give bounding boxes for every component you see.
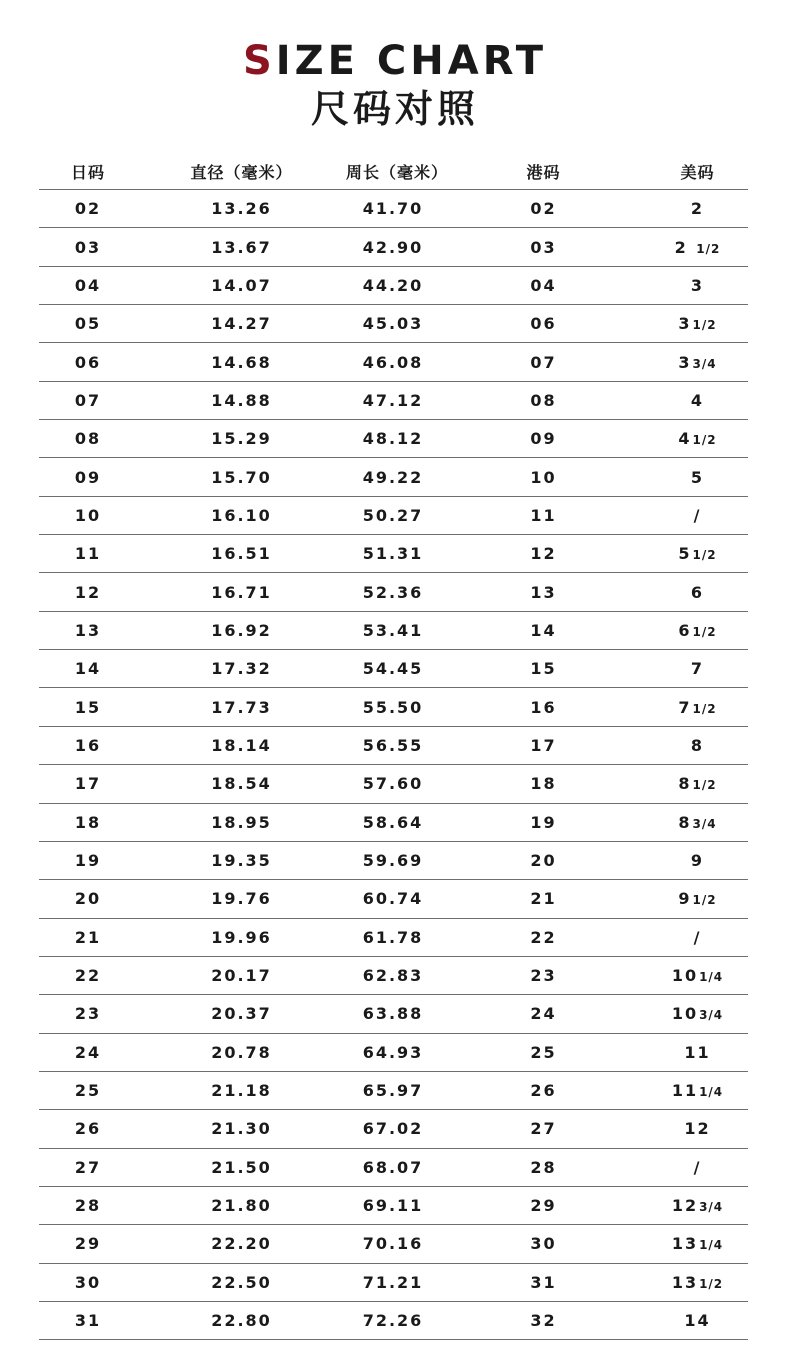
cell-hk-size: 10 [530,467,557,487]
cell-hk-size: 04 [530,275,557,295]
us-size-whole: 13 [671,1234,699,1254]
cell-diameter: 13.67 [211,237,272,257]
us-size-fraction: 1/2 [692,778,717,793]
cell-diameter: 21.80 [211,1196,272,1216]
cell-jp-size: 23 [74,1004,102,1024]
us-size-whole: / [693,927,702,947]
cell-diameter: 14.88 [211,390,272,410]
cell-circumference: 53.41 [362,620,424,640]
us-size-whole: 12 [671,1196,699,1216]
table-row [39,458,748,496]
us-size-whole: / [693,1157,702,1177]
us-size-whole: 5 [678,544,692,564]
cell-us-size [647,736,748,755]
table-row [39,765,748,803]
cell-hk-size: 22 [530,927,557,947]
cell-us-size [647,1081,748,1100]
us-size-whole: 10 [671,1004,699,1024]
cell-hk-size: 18 [530,774,557,794]
cell-diameter: 14.27 [211,314,272,334]
us-size-fraction: 3/4 [699,1008,724,1023]
cell-hk-size: 20 [530,851,557,871]
table-row [39,573,748,611]
cell-diameter: 20.78 [211,1042,272,1062]
title-english-rest: IZE CHART [275,38,548,84]
table-row [39,880,748,918]
us-size-fraction: 1/4 [699,970,724,985]
us-size-whole: 7 [678,697,692,717]
cell-diameter: 15.70 [211,467,272,487]
table-row [39,1302,748,1340]
cell-us-size [647,1043,748,1062]
us-size-fraction: 1/2 [696,241,721,256]
cell-diameter: 16.51 [211,544,272,564]
cell-jp-size: 12 [74,582,102,602]
us-size-fraction: 1/2 [692,701,717,716]
us-size-whole: 3 [678,314,692,334]
cell-us-size [647,1234,748,1253]
us-size-whole: 8 [678,774,692,794]
cell-jp-size: 02 [74,199,102,219]
table-row [39,919,748,957]
cell-jp-size: 20 [74,889,102,909]
us-size-whole: 5 [690,467,705,487]
cell-jp-size: 22 [74,966,102,986]
us-size-whole: 4 [678,429,692,449]
table-row [39,1225,748,1263]
cell-hk-size: 13 [530,582,557,602]
table-row [39,1264,748,1302]
cell-hk-size: 17 [530,735,557,755]
cell-diameter: 22.80 [211,1311,272,1331]
cell-us-size [647,813,748,832]
table-row [39,420,748,458]
cell-circumference: 67.02 [362,1119,424,1139]
cell-circumference: 68.07 [362,1157,424,1177]
us-size-whole: 6 [690,582,705,602]
table-row [39,688,748,726]
cell-hk-size: 12 [530,544,557,564]
cell-hk-size: 11 [530,505,557,525]
us-size-whole: 4 [690,390,705,410]
us-size-whole: / [693,505,702,525]
us-size-whole: 7 [690,659,705,679]
cell-diameter: 18.54 [211,774,272,794]
cell-circumference: 45.03 [362,314,424,334]
cell-circumference: 52.36 [362,582,424,602]
cell-hk-size: 27 [530,1119,557,1139]
cell-circumference: 42.90 [362,237,424,257]
cell-us-size [647,583,748,602]
cell-us-size [647,353,748,372]
cell-circumference: 49.22 [362,467,424,487]
cell-circumference: 44.20 [362,275,424,295]
cell-diameter: 17.32 [211,659,272,679]
cell-diameter: 18.14 [211,735,272,755]
cell-diameter: 21.30 [211,1119,272,1139]
cell-diameter: 22.50 [211,1272,272,1292]
table-row [39,727,748,765]
cell-jp-size: 04 [74,275,102,295]
us-size-whole: 2 [674,237,696,257]
table-row [39,382,748,420]
cell-jp-size: 29 [74,1234,102,1254]
cell-us-size [647,1311,748,1330]
cell-jp-size: 27 [74,1157,102,1177]
cell-jp-size: 15 [74,697,102,717]
us-size-fraction: 1/2 [692,433,717,448]
us-size-fraction: 3/4 [699,1200,724,1215]
cell-circumference: 50.27 [362,505,424,525]
cell-diameter: 21.50 [211,1157,272,1177]
us-size-fraction: 1/2 [692,893,717,908]
cell-jp-size: 31 [74,1311,102,1331]
cell-hk-size: 31 [530,1272,557,1292]
cell-circumference: 65.97 [362,1081,424,1101]
cell-hk-size: 19 [530,812,557,832]
cell-hk-size: 06 [530,314,557,334]
cell-hk-size: 24 [530,1004,557,1024]
cell-us-size [647,429,748,448]
page-title-chinese: 尺码对照 [310,87,479,131]
table-row [39,1034,748,1072]
cell-hk-size: 25 [530,1042,557,1062]
cell-circumference: 61.78 [362,927,424,947]
table-row [39,1072,748,1110]
cell-us-size [647,621,748,640]
cell-diameter: 18.95 [211,812,272,832]
cell-hk-size: 07 [530,352,557,372]
cell-diameter: 14.07 [211,275,272,295]
us-size-whole: 2 [690,199,705,219]
table-row [39,650,748,688]
cell-circumference: 48.12 [362,429,424,449]
us-size-whole: 10 [671,966,699,986]
cell-circumference: 72.26 [362,1311,424,1331]
cell-diameter: 22.20 [211,1234,272,1254]
cell-jp-size: 28 [74,1196,102,1216]
cell-circumference: 59.69 [362,851,424,871]
table-row [39,535,748,573]
page-title-english [0,38,790,84]
table-row [39,305,748,343]
cell-circumference: 51.31 [362,544,424,564]
cell-hk-size: 32 [530,1311,557,1331]
cell-circumference: 54.45 [362,659,424,679]
cell-diameter: 16.10 [211,505,272,525]
us-size-whole: 3 [690,275,705,295]
size-chart-table [39,154,748,1340]
cell-jp-size: 09 [74,467,102,487]
us-size-whole: 3 [678,352,692,372]
cell-us-size [647,928,748,947]
cell-diameter: 19.76 [211,889,272,909]
cell-diameter: 16.92 [211,620,272,640]
cell-us-size [647,774,748,793]
cell-us-size [647,1273,748,1292]
us-size-fraction: 1/2 [692,318,717,333]
cell-hk-size: 16 [530,697,557,717]
cell-hk-size: 29 [530,1196,557,1216]
cell-circumference: 60.74 [362,889,424,909]
cell-us-size [647,889,748,908]
cell-us-size [647,659,748,678]
us-size-whole: 12 [684,1119,711,1139]
us-size-whole: 11 [671,1081,699,1101]
cell-jp-size: 08 [74,429,102,449]
cell-circumference: 56.55 [362,735,424,755]
table-row [39,228,748,266]
table-header-row [39,154,748,190]
cell-circumference: 46.08 [362,352,424,372]
cell-us-size [647,698,748,717]
table-row [39,957,748,995]
cell-us-size [647,314,748,333]
cell-us-size [647,1196,748,1215]
table-row [39,1187,748,1225]
cell-us-size [647,851,748,870]
cell-circumference: 63.88 [362,1004,424,1024]
us-size-whole: 11 [684,1042,711,1062]
cell-hk-size: 23 [530,966,557,986]
cell-jp-size: 21 [74,927,102,947]
cell-circumference: 55.50 [362,697,424,717]
cell-hk-size: 09 [530,429,557,449]
cell-jp-size: 16 [74,735,102,755]
header-us-size: 美码 [680,163,715,182]
cell-circumference: 62.83 [362,966,424,986]
cell-jp-size: 06 [74,352,102,372]
cell-diameter: 17.73 [211,697,272,717]
cell-hk-size: 26 [530,1081,557,1101]
cell-us-size [647,1119,748,1138]
cell-circumference: 41.70 [362,199,424,219]
us-size-fraction: 1/4 [699,1085,724,1100]
cell-jp-size: 10 [74,505,102,525]
table-row [39,267,748,305]
cell-hk-size: 30 [530,1234,557,1254]
us-size-fraction: 3/4 [692,816,717,831]
header-jp-size: 日码 [70,163,105,182]
cell-us-size [647,1158,748,1177]
cell-us-size [647,238,748,257]
us-size-fraction: 3/4 [692,356,717,371]
header-diameter: 直径（毫米） [190,163,293,182]
cell-circumference: 58.64 [362,812,424,832]
table-body [39,190,748,1340]
us-size-fraction: 1/2 [692,548,717,563]
cell-jp-size: 17 [74,774,102,794]
cell-hk-size: 14 [530,620,557,640]
cell-hk-size: 28 [530,1157,557,1177]
us-size-fraction: 1/2 [699,1276,724,1291]
cell-us-size [647,1004,748,1023]
cell-jp-size: 18 [74,812,102,832]
cell-diameter: 20.37 [211,1004,272,1024]
cell-circumference: 70.16 [362,1234,424,1254]
cell-jp-size: 19 [74,851,102,871]
us-size-whole: 8 [690,735,705,755]
table-row [39,190,748,228]
cell-us-size [647,966,748,985]
cell-us-size [647,544,748,563]
title-accent-letter: S [242,38,276,84]
cell-diameter: 13.26 [211,199,272,219]
table-row [39,804,748,842]
cell-jp-size: 30 [74,1272,102,1292]
cell-jp-size: 07 [74,390,102,410]
table-row [39,497,748,535]
cell-us-size [647,391,748,410]
cell-hk-size: 03 [530,237,557,257]
us-size-whole: 14 [684,1311,711,1331]
table-row [39,995,748,1033]
cell-circumference: 71.21 [362,1272,424,1292]
cell-diameter: 20.17 [211,966,272,986]
cell-jp-size: 13 [74,620,102,640]
cell-hk-size: 21 [530,889,557,909]
header-circumference: 周长（毫米） [346,163,449,182]
us-size-whole: 9 [678,889,692,909]
cell-jp-size: 25 [74,1081,102,1101]
cell-diameter: 14.68 [211,352,272,372]
cell-diameter: 16.71 [211,582,272,602]
table-row [39,1110,748,1148]
us-size-fraction: 1/2 [692,624,717,639]
cell-jp-size: 11 [74,544,102,564]
us-size-whole: 8 [678,812,692,832]
cell-diameter: 21.18 [211,1081,272,1101]
cell-hk-size: 08 [530,390,557,410]
cell-diameter: 19.96 [211,927,272,947]
cell-us-size [647,506,748,525]
cell-us-size [647,199,748,218]
cell-jp-size: 26 [74,1119,102,1139]
cell-jp-size: 24 [74,1042,102,1062]
us-size-whole: 13 [671,1272,699,1292]
cell-diameter: 15.29 [211,429,272,449]
cell-jp-size: 05 [74,314,102,334]
cell-hk-size: 02 [530,199,557,219]
us-size-whole: 6 [678,620,692,640]
table-row [39,842,748,880]
header-hk-size: 港码 [526,163,561,182]
cell-us-size [647,468,748,487]
cell-circumference: 64.93 [362,1042,424,1062]
us-size-whole: 9 [690,851,705,871]
cell-diameter: 19.35 [211,851,272,871]
cell-jp-size: 14 [74,659,102,679]
cell-circumference: 69.11 [362,1196,424,1216]
cell-circumference: 47.12 [362,390,424,410]
table-row [39,1149,748,1187]
cell-jp-size: 03 [74,237,102,257]
table-row [39,343,748,381]
cell-circumference: 57.60 [362,774,424,794]
us-size-fraction: 1/4 [699,1238,724,1253]
cell-hk-size: 15 [530,659,557,679]
cell-us-size [647,276,748,295]
table-row [39,612,748,650]
